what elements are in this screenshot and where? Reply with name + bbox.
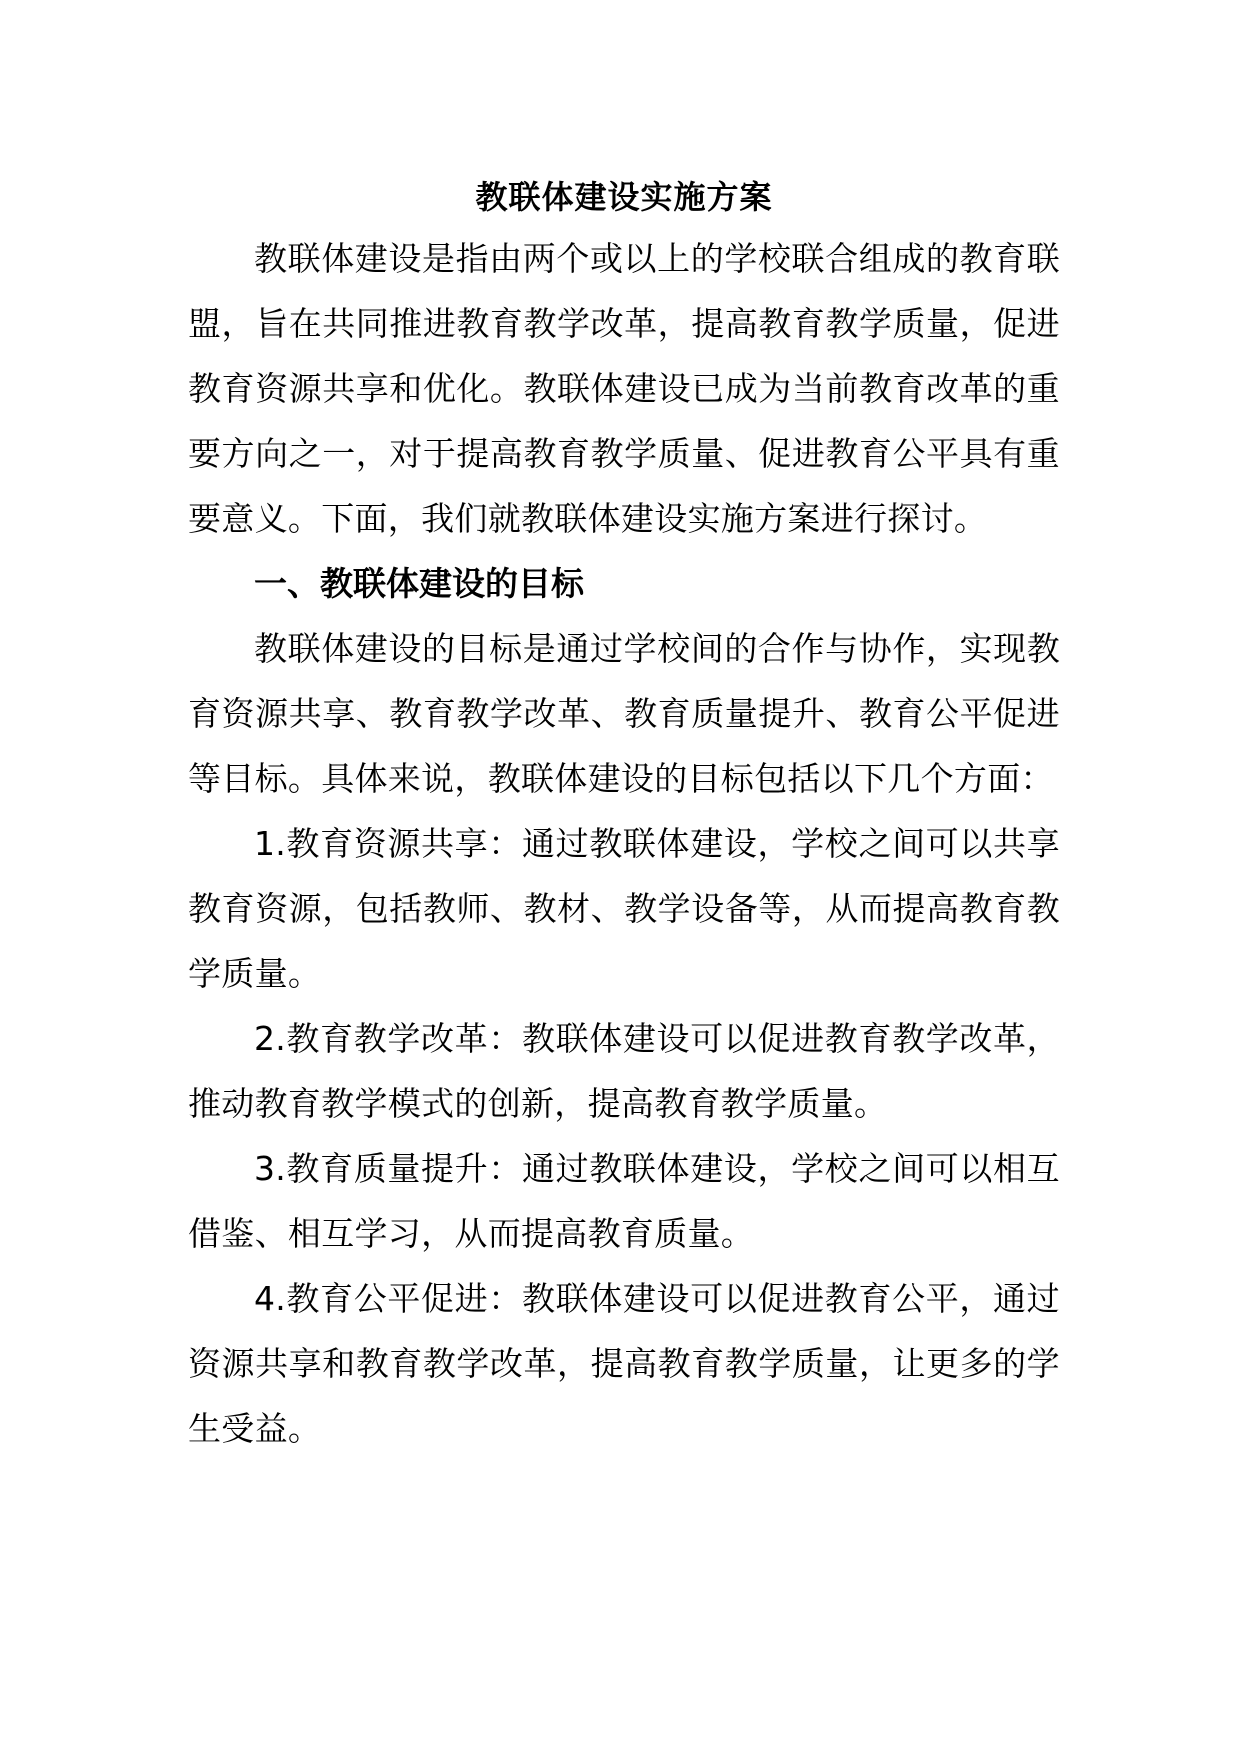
section-body-goals: 教联体建设的目标是通过学校间的合作与协作，实现教育资源共享、教育教学改革、教育质量提升、教育公平促进等目标。具体来说，教联体建设的目标包括以下几个方面：	[188, 629, 1060, 798]
goal-item-3: 3.教育质量提升：通过教联体建设，学校之间可以相互借鉴、相互学习，从而提高教育质量。	[188, 1149, 1060, 1253]
document-title: 教联体建设实施方案	[475, 178, 773, 216]
document-page	[188, 176, 1060, 1461]
intro-paragraph: 教联体建设是指由两个或以上的学校联合组成的教育联盟，旨在共同推进教育教学改革，提高教育教学质量，促进教育资源共享和优化。教联体建设已成为当前教育改革的重要方向之一，对于提高教育教学质量、促进教育公平具有重要意义。下面，我们就教联体建设实施方案进行探讨。	[188, 239, 1060, 538]
goal-item-4: 4.教育公平促进：教联体建设可以促进教育公平，通过资源共享和教育教学改革，提高教育教学质量，让更多的学生受益。	[188, 1279, 1060, 1448]
goal-item-1: 1.教育资源共享：通过教联体建设，学校之间可以共享教育资源，包括教师、教材、教学设备等，从而提高教育教学质量。	[188, 824, 1060, 993]
section-heading-goals: 一、教联体建设的目标	[254, 564, 584, 603]
goal-item-2: 2.教育教学改革：教联体建设可以促进教育教学改革，推动教育教学模式的创新，提高教育教学质量。	[188, 1019, 1060, 1123]
